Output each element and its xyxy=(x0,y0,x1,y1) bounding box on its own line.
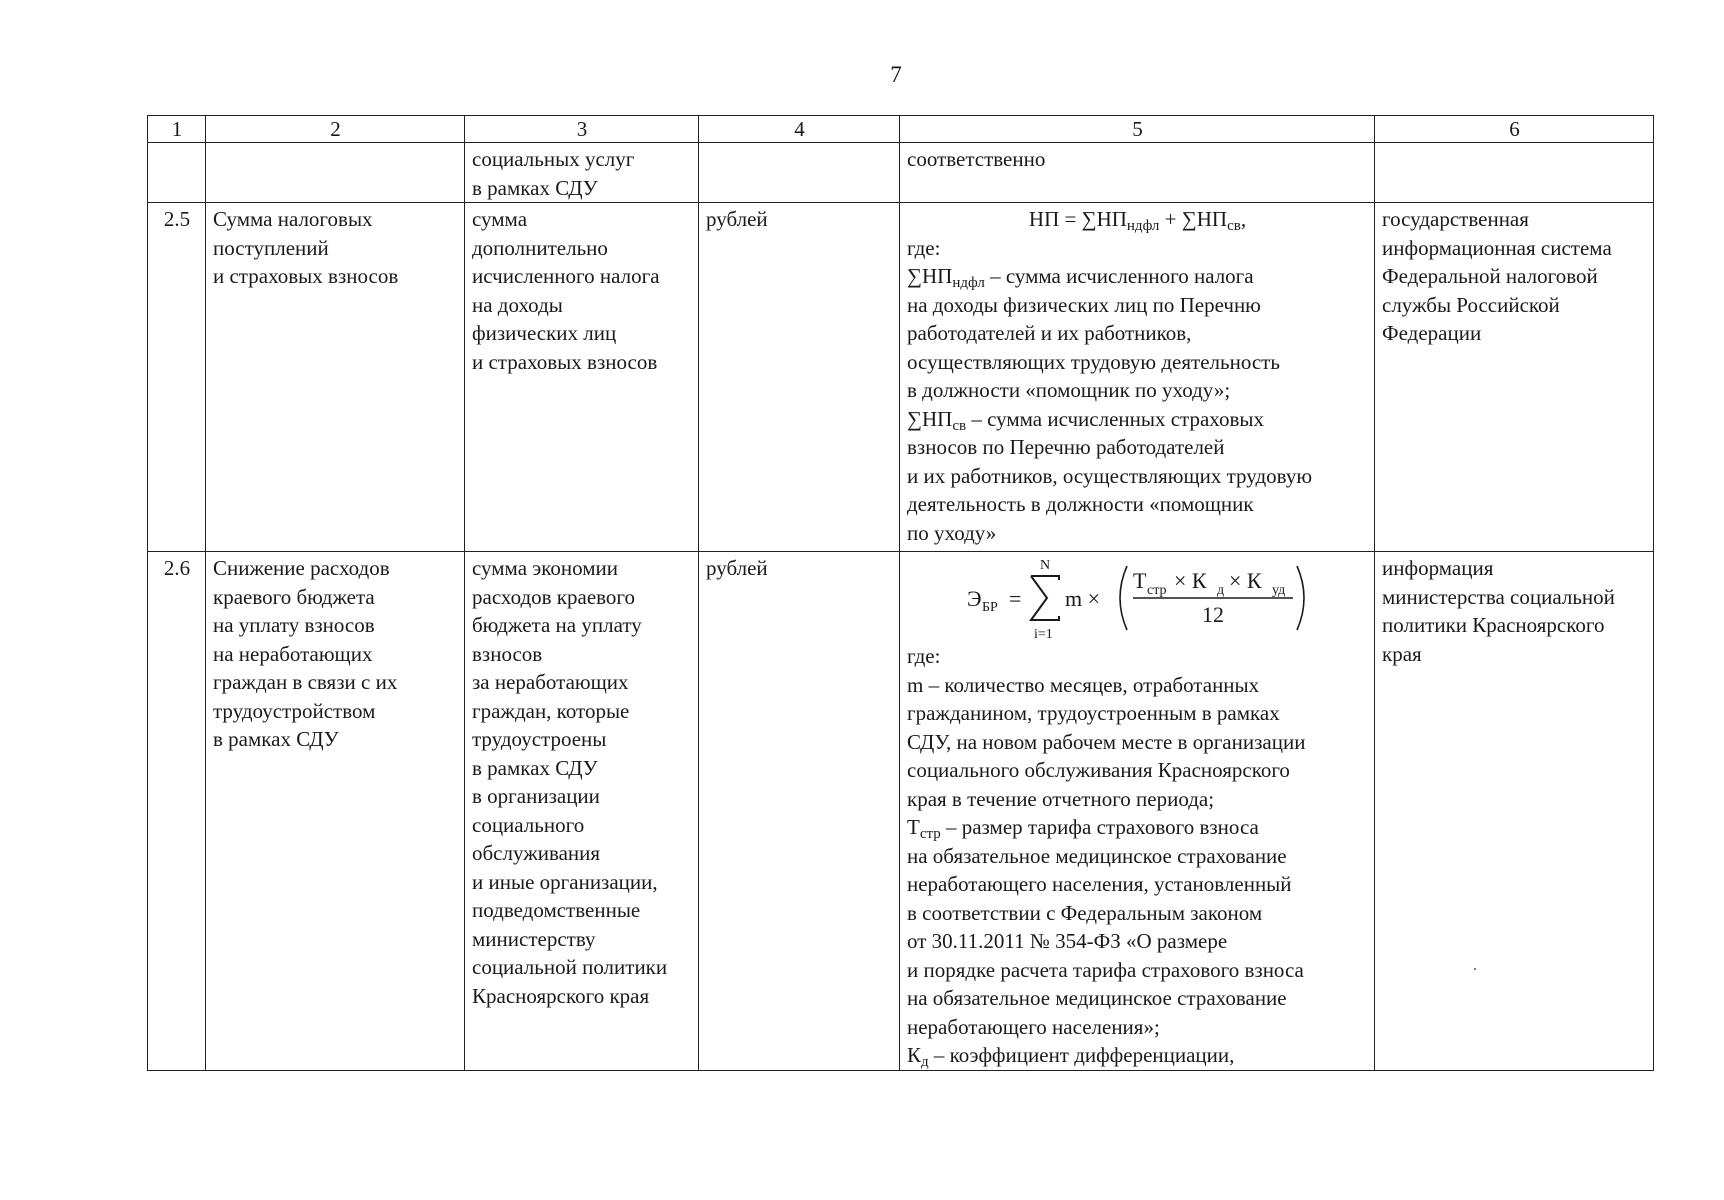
term-definition: $\sum НП_{св}$ – сумма исчисленных страховых xyxy=(907,406,1265,434)
table-row-2-6 xyxy=(148,552,1654,1071)
cont-name-cell xyxy=(206,143,465,203)
formula-ebr-graphic xyxy=(967,554,1327,642)
svg-text:БР: БР xyxy=(982,600,998,615)
indicator-name-line: Снижение расходов xyxy=(213,556,390,580)
svg-text:N: N xyxy=(1040,558,1051,573)
definition-line: за неработающих xyxy=(472,670,629,694)
method-line: на обязательное медицинское страхование xyxy=(907,843,1287,868)
header-col-6: 6 xyxy=(1375,116,1654,143)
where-label: где: xyxy=(907,235,941,260)
unit-cell: рублей xyxy=(699,552,900,1071)
definition-line: в рамках СДУ xyxy=(472,755,598,780)
definition-line: расходов краевого xyxy=(472,584,636,609)
header-col-3: 3 xyxy=(465,116,699,143)
definition-cell xyxy=(465,203,699,552)
header-col-1: 1 xyxy=(148,116,206,143)
indicator-name-line: на уплату взносов xyxy=(213,613,375,637)
cont-definition-cell xyxy=(465,143,699,203)
source-cell xyxy=(1375,552,1654,1071)
method-line: социального обслуживания Красноярского xyxy=(907,758,1290,782)
row-number: 2.6 xyxy=(148,552,206,1071)
definition-line: дополнительно xyxy=(472,235,608,260)
definition-line: граждан, которые xyxy=(472,698,630,723)
cont-unit-cell xyxy=(699,143,900,203)
cont-definition-line: в рамках СДУ xyxy=(472,175,598,200)
method-line: на доходы физических лиц по Перечню xyxy=(907,292,1261,317)
definition-cell xyxy=(465,552,699,1071)
indicator-name-cell xyxy=(206,552,465,1071)
formula-ebr xyxy=(907,554,1368,642)
definition-line: подведомственные xyxy=(472,898,641,922)
source-line: политики Красноярского xyxy=(1382,613,1605,637)
svg-text:× К: × К xyxy=(1229,568,1262,593)
source-line: Федерации xyxy=(1382,321,1482,345)
definition-line: социальной политики xyxy=(472,955,668,979)
definition-line: бюджета на уплату xyxy=(472,613,642,637)
page-number: 7 xyxy=(890,62,902,87)
method-line: неработающего населения, установленный xyxy=(907,872,1292,896)
term-definition: $Т_{стр}$ – размер тарифа страхового взноса xyxy=(907,815,1259,842)
method-line: и порядке расчета тарифа страхового взноса xyxy=(907,957,1304,982)
header-col-4: 4 xyxy=(699,116,900,143)
indicator-name-cell xyxy=(206,203,465,552)
unit-cell: рублей xyxy=(699,203,900,552)
definition-line: и иные организации, xyxy=(472,869,658,894)
method-line: m – количество месяцев, отработанных xyxy=(907,672,1260,697)
svg-text:Э: Э xyxy=(967,586,982,611)
svg-text:стр: стр xyxy=(1147,583,1167,598)
definition-line: взносов xyxy=(472,641,543,666)
header-col-5: 5 xyxy=(900,116,1375,143)
method-line: неработающего населения»; xyxy=(907,1014,1160,1039)
definition-line: трудоустроены xyxy=(472,727,607,751)
definition-line: сумма xyxy=(472,207,528,231)
method-line: на обязательное медицинское страхование xyxy=(907,986,1287,1010)
method-line: гражданином, трудоустроенным в рамках xyxy=(907,701,1280,725)
indicator-name-line: и страховых взносов xyxy=(213,264,399,288)
table-row-continued xyxy=(148,143,1654,203)
definition-line: в организации xyxy=(472,784,600,808)
row-number: 2.5 xyxy=(148,203,206,552)
source-cell xyxy=(1375,203,1654,552)
indicator-name-line: на неработающих xyxy=(213,641,373,666)
svg-text:12: 12 xyxy=(1202,602,1224,627)
cont-method-line: соответственно xyxy=(907,147,1046,171)
indicator-name-line: трудоустройством xyxy=(213,698,376,723)
method-line: взносов по Перечню работодателей xyxy=(907,435,1225,459)
indicator-name-line: краевого бюджета xyxy=(213,584,375,609)
term-definition: $\sum НП_{ндфл}$ – сумма исчисленного налога xyxy=(907,264,1254,291)
method-line: от 30.11.2011 № 354-ФЗ «О размере xyxy=(907,929,1228,953)
definition-line: физических лиц xyxy=(472,321,617,345)
svg-text:i=1: i=1 xyxy=(1034,627,1053,642)
indicator-table xyxy=(147,115,1654,1071)
method-line: осуществляющих трудовую деятельность xyxy=(907,349,1280,374)
cont-source-cell xyxy=(1375,143,1654,203)
cont-definition-line: социальных услуг xyxy=(472,147,635,171)
method-line: в должности «помощник по уходу»; xyxy=(907,378,1231,402)
source-line: информация xyxy=(1382,556,1494,580)
definition-line: сумма экономии xyxy=(472,556,619,580)
source-line: государственная xyxy=(1382,207,1529,231)
method-cell xyxy=(900,203,1375,552)
header-col-2: 2 xyxy=(206,116,465,143)
indicator-name-line: в рамках СДУ xyxy=(213,727,339,751)
svg-text:× К: × К xyxy=(1174,568,1207,593)
indicator-name-line: поступлений xyxy=(213,235,329,260)
header-row xyxy=(148,116,1654,143)
svg-text:д: д xyxy=(1217,583,1225,598)
indicator-name-line: Сумма налоговых xyxy=(213,207,373,231)
svg-text:=: = xyxy=(1009,586,1022,611)
method-line: работодателей и их работников, xyxy=(907,321,1192,345)
source-line: министерства социальной xyxy=(1382,584,1615,609)
method-line: СДУ, на новом рабочем месте в организации xyxy=(907,729,1306,754)
cont-method-cell xyxy=(900,143,1375,203)
source-line: Федеральной налоговой xyxy=(1382,264,1598,288)
term-definition: $К_д$ – коэффициент дифференциации, xyxy=(907,1043,1235,1070)
table-row-2-5 xyxy=(148,203,1654,552)
definition-line: исчисленного налога xyxy=(472,264,660,288)
definition-line: Красноярского края xyxy=(472,983,650,1008)
method-cell xyxy=(900,552,1375,1071)
method-line: и их работников, осуществляющих трудовую xyxy=(907,463,1313,488)
method-line: в соответствии с Федеральным законом xyxy=(907,900,1263,925)
svg-text:Т: Т xyxy=(1133,568,1147,593)
definition-line: социального xyxy=(472,812,585,837)
method-line: деятельность в должности «помощник xyxy=(907,492,1254,516)
indicator-name-line: граждан в связи с их xyxy=(213,670,398,694)
where-label: где: xyxy=(907,644,941,668)
svg-text:m ×: m × xyxy=(1065,586,1101,611)
cont-num-cell xyxy=(148,143,206,203)
scan-speck xyxy=(1474,968,1476,970)
svg-text:уд: уд xyxy=(1272,583,1286,598)
method-line: края в течение отчетного периода; xyxy=(907,786,1215,811)
source-line: края xyxy=(1382,641,1422,666)
method-line: по уходу» xyxy=(907,520,997,545)
definition-line: и страховых взносов xyxy=(472,349,658,374)
formula-np: НП = $\sum НП_{ндфл} + \sum НП_{св}$, xyxy=(1028,207,1247,234)
definition-line: обслуживания xyxy=(472,841,601,865)
definition-line: на доходы xyxy=(472,292,563,317)
source-line: службы Российской xyxy=(1382,292,1560,317)
source-line: информационная система xyxy=(1382,235,1612,260)
definition-line: министерству xyxy=(472,926,596,951)
